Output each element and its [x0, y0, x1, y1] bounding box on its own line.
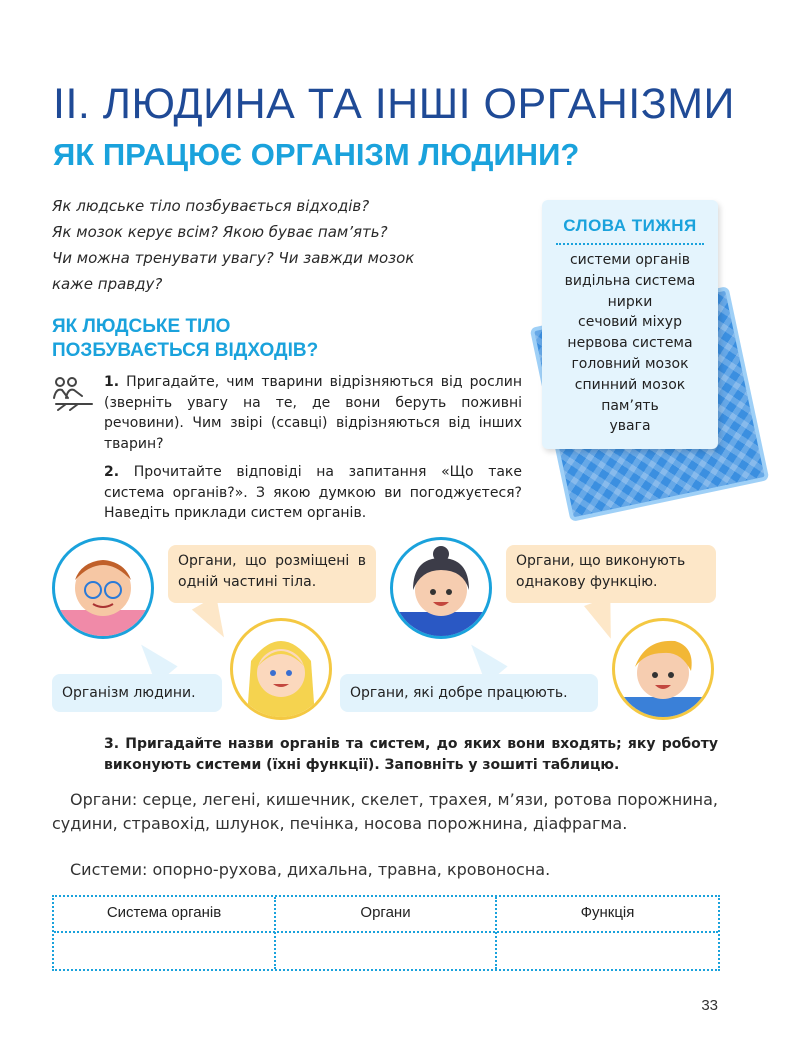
- intro-line: Як людське тіло позбувається відходів?: [52, 197, 370, 215]
- avatar-girl-dark: [390, 537, 492, 639]
- systems-paragraph: Системи: опорно-рухова, дихальна, травна, кровоносна.: [70, 860, 551, 879]
- table-header-cell: Органи: [360, 904, 411, 921]
- words-card-title: СЛОВА ТИЖНЯ: [563, 216, 697, 235]
- intro-questions: [52, 193, 522, 297]
- table-header-row: [54, 904, 718, 928]
- page-number: 33: [701, 997, 718, 1014]
- chapter-title: ІІ. ЛЮДИНА ТА ІНШІ ОРГАНІЗМИ: [53, 80, 735, 128]
- task-text: Прочитайте відповіді на запитання «Що таке система органів?». З якою думкою ви погоджуєтеся? Наведіть приклади систем органів.: [104, 464, 522, 521]
- word-item: спинний мозок: [574, 376, 686, 393]
- speech-bubble-1: Органи, що розміщені в одній частині тіла.: [168, 545, 376, 603]
- organ-systems-table: [52, 895, 720, 971]
- table-header-cell: Система органів: [106, 904, 222, 921]
- task-number: 2.: [104, 464, 120, 480]
- task-number: 1.: [104, 374, 120, 390]
- words-of-week-card: [542, 200, 718, 449]
- task-text: Пригадайте, чим тварини відрізняються від рослин (зверніть увагу на те, де вони беруть поживні речовини). Чим звірі (ссавці) відрізняються від інших тварин?: [104, 374, 522, 452]
- table-header-cell: Функція: [580, 904, 635, 921]
- word-item: видільна система: [564, 272, 696, 289]
- subheading-line: ЯК ЛЮДСЬКЕ ТІЛО: [52, 316, 231, 337]
- speech-bubble-2: Організм людини.: [52, 674, 222, 712]
- speech-bubble-3: Органи, що виконують однакову функцію.: [506, 545, 716, 603]
- intro-line: Як мозок керує всім? Якою буває пам’ять?: [52, 223, 388, 241]
- avatar-girl-blonde: [230, 618, 332, 720]
- word-item: нервова система: [567, 335, 693, 352]
- task-1: [104, 372, 522, 454]
- intro-line: Чи можна тренувати увагу? Чи завжди мозок: [52, 249, 415, 267]
- task-text: Пригадайте назви органів та систем, до яких вони входять; яку роботу виконують системи (їхні функції). Заповніть у зошиті таблицю.: [104, 736, 718, 773]
- topic-title: ЯК ПРАЦЮЄ ОРГАНІЗМ ЛЮДИНИ?: [53, 137, 580, 172]
- avatar-boy-blonde: [612, 618, 714, 720]
- organs-paragraph: Органи: серце, легені, кишечник, скелет, трахея, м’язи, ротова порожнина, судини, стравохід, шлунок, печінка, носова порожнина, діафрагма.: [52, 790, 718, 833]
- task-2: [104, 462, 522, 524]
- avatar-boy-glasses: [52, 537, 154, 639]
- task-number: 3.: [104, 736, 120, 752]
- word-item: сечовий міхур: [578, 314, 682, 331]
- task-3: [104, 734, 718, 775]
- bubble-tail: [584, 596, 624, 643]
- section-subheading: [52, 315, 318, 363]
- table-divider: [54, 931, 718, 933]
- words-list: [542, 250, 718, 437]
- word-item: нирки: [607, 293, 653, 310]
- subheading-line: ПОЗБУВАЄТЬСЯ ВІДХОДІВ?: [52, 340, 319, 361]
- word-item: пам’ять: [601, 397, 659, 414]
- group-work-icon: [52, 376, 96, 416]
- word-item: увага: [609, 418, 651, 435]
- divider: [556, 243, 704, 245]
- speech-bubble-4: Органи, які добре працюють.: [340, 674, 598, 712]
- word-item: системи органів: [569, 252, 691, 268]
- intro-line: каже правду?: [52, 275, 163, 293]
- word-item: головний мозок: [571, 355, 689, 372]
